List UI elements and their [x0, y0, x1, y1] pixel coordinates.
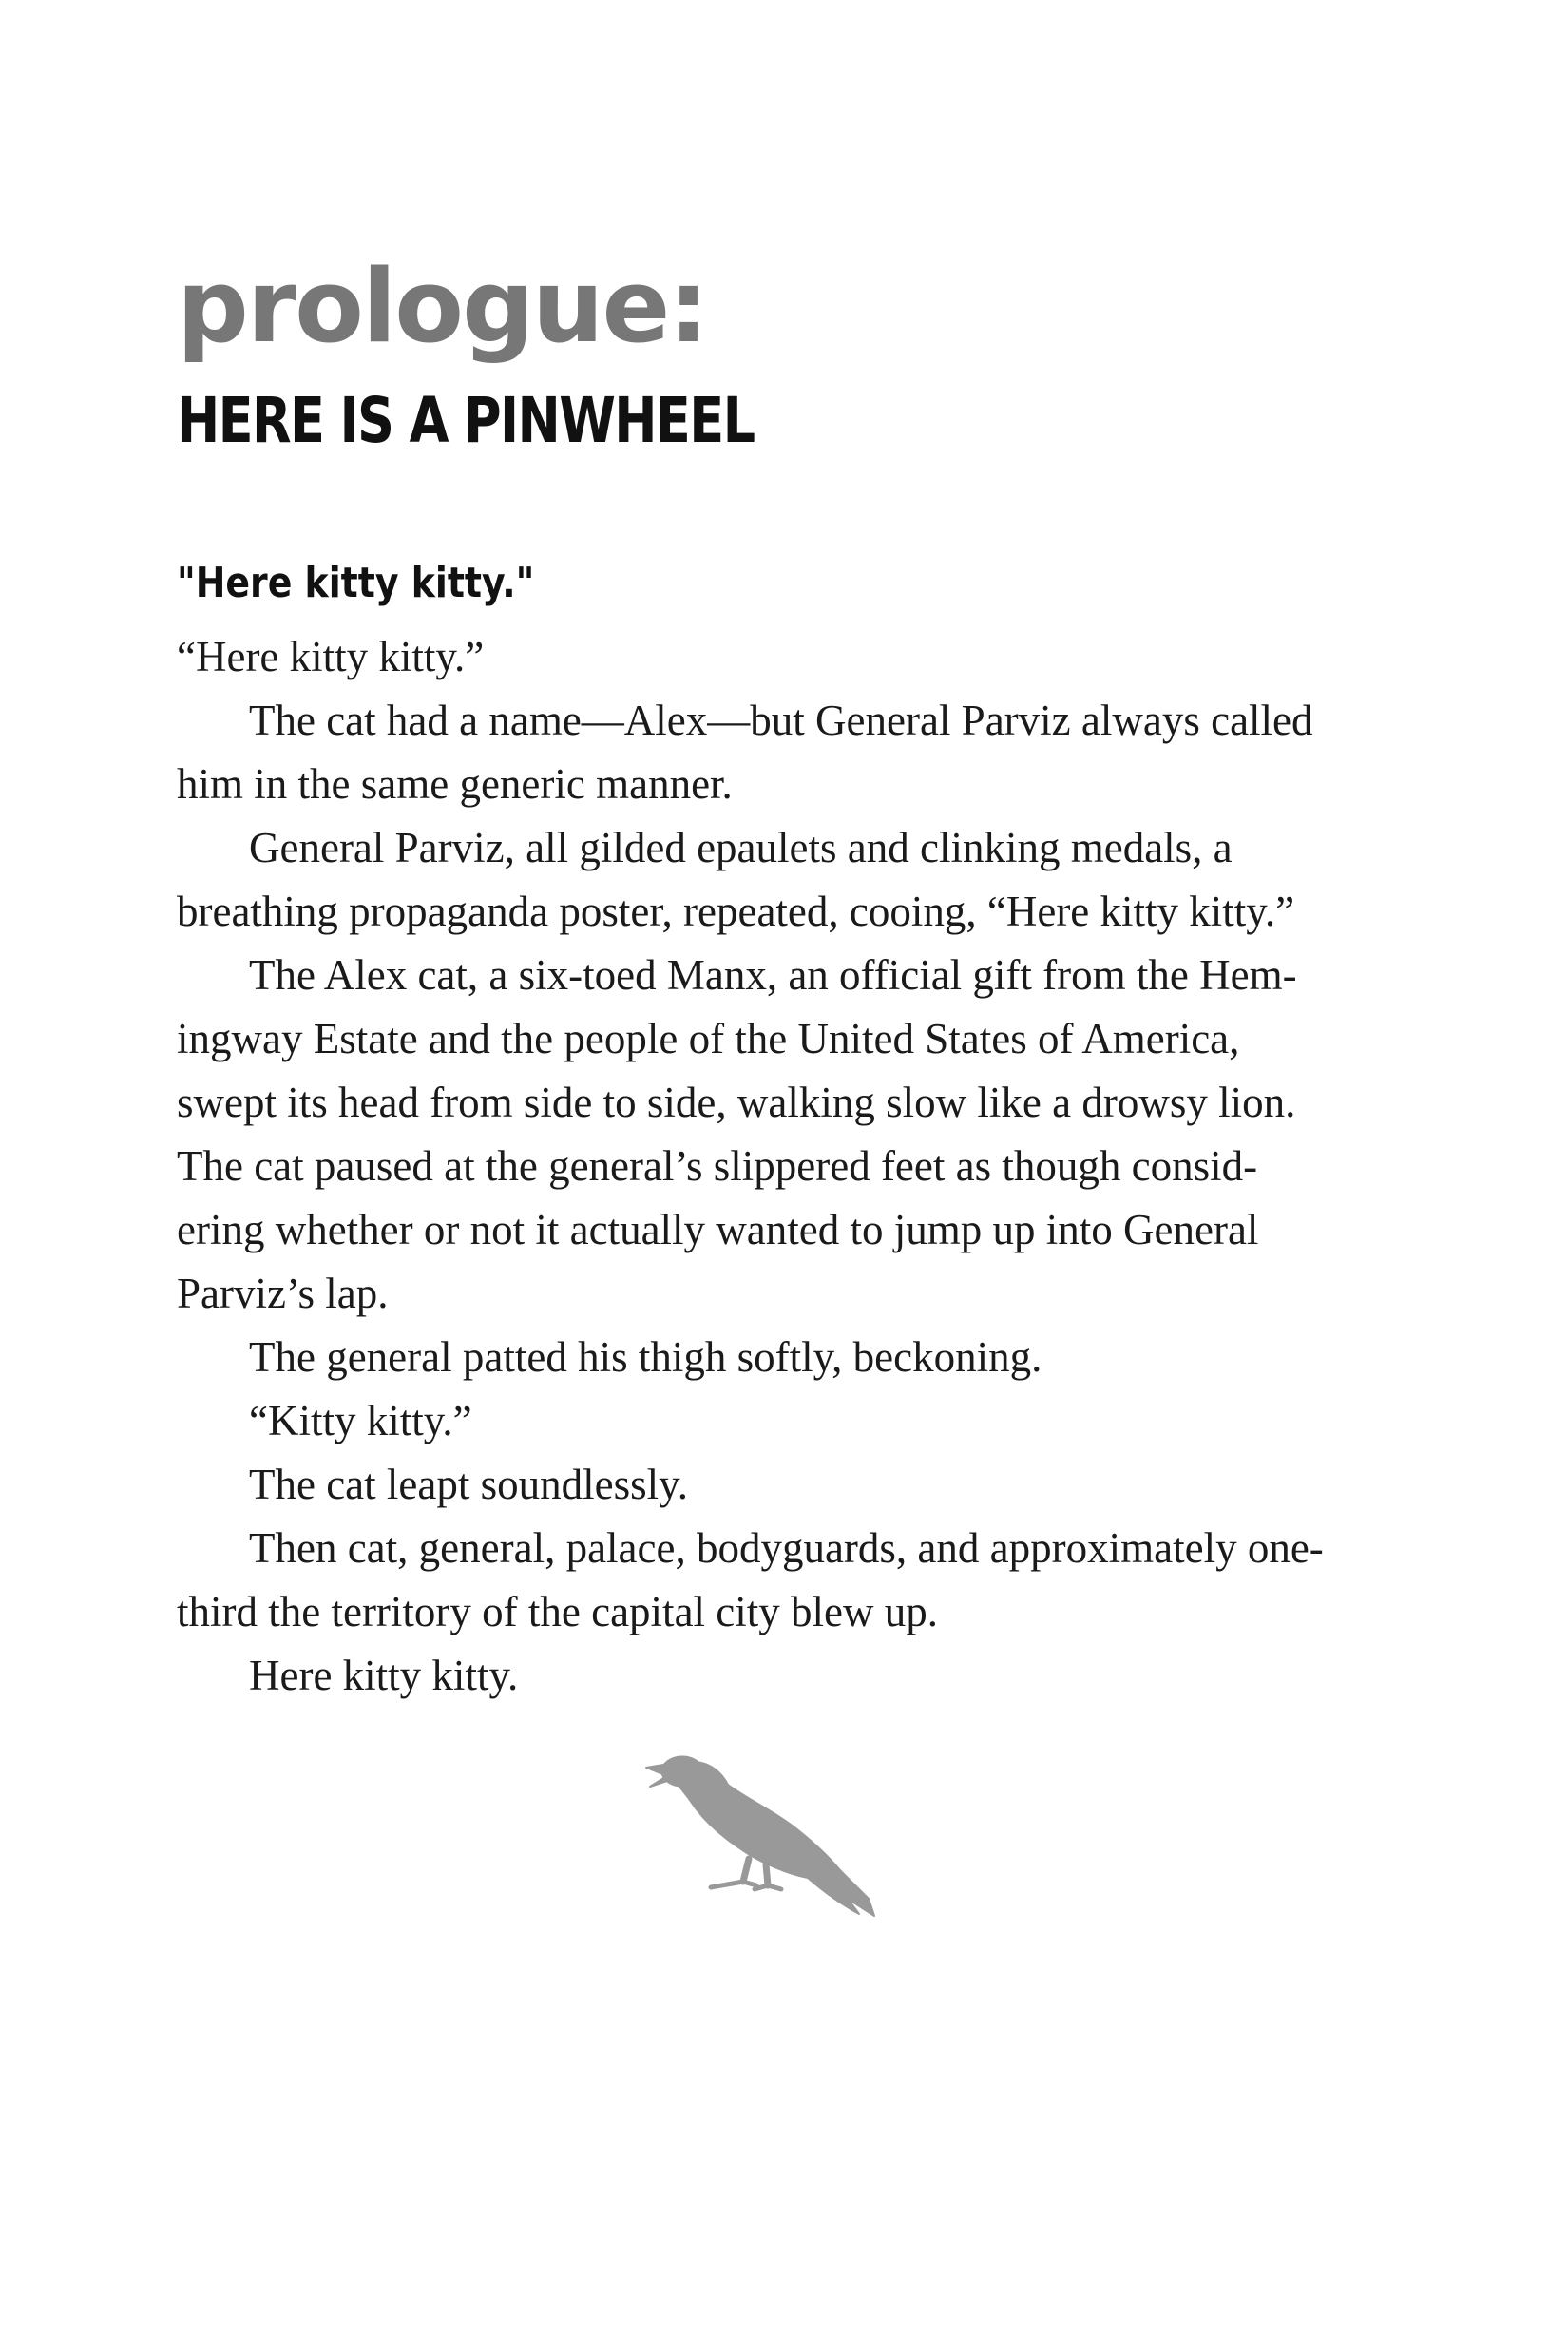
body-line: The general patted his thigh softly, beckoning. — [249, 1333, 1042, 1381]
body-line: The cat leapt soundlessly. — [249, 1461, 688, 1508]
body-line: swept its head from side to side, walking slow like a drowsy lion. — [177, 1079, 1296, 1126]
body-line: Here kitty kitty. — [249, 1652, 519, 1699]
epigraph: "Here kitty kitty." — [177, 559, 535, 607]
body-line: The Alex cat, a six-toed Manx, an official gift from the Hem- — [249, 951, 1297, 999]
chapter-title: HERE IS A PINWHEEL — [177, 384, 755, 457]
body-line: “Here kitty kitty.” — [177, 633, 485, 680]
body-text — [177, 625, 1384, 1708]
body-line: ering whether or not it actually wanted to jump up into General — [177, 1206, 1259, 1253]
body-line: ingway Estate and the people of the United States of America, — [177, 1015, 1240, 1062]
body-line: third the territory of the capital city blew up. — [177, 1588, 938, 1635]
chapter-label: prologue: — [177, 248, 707, 365]
body-line: breathing propaganda poster, repeated, cooing, “Here kitty kitty.” — [177, 888, 1295, 935]
body-line: The cat had a name—Alex—but General Parviz always called — [249, 697, 1313, 744]
body-line: Parviz’s lap. — [177, 1270, 389, 1317]
body-line: “Kitty kitty.” — [249, 1397, 472, 1444]
raven-icon — [644, 1747, 876, 1922]
body-line: General Parviz, all gilded epaulets and clinking medals, a — [249, 824, 1233, 871]
raven-shape — [646, 1756, 874, 1916]
body-line: him in the same generic manner. — [177, 760, 733, 808]
body-line: The cat paused at the general’s slippered feet as though consid- — [177, 1142, 1258, 1190]
body-line: Then cat, general, palace, bodyguards, and approximately one- — [249, 1524, 1324, 1572]
